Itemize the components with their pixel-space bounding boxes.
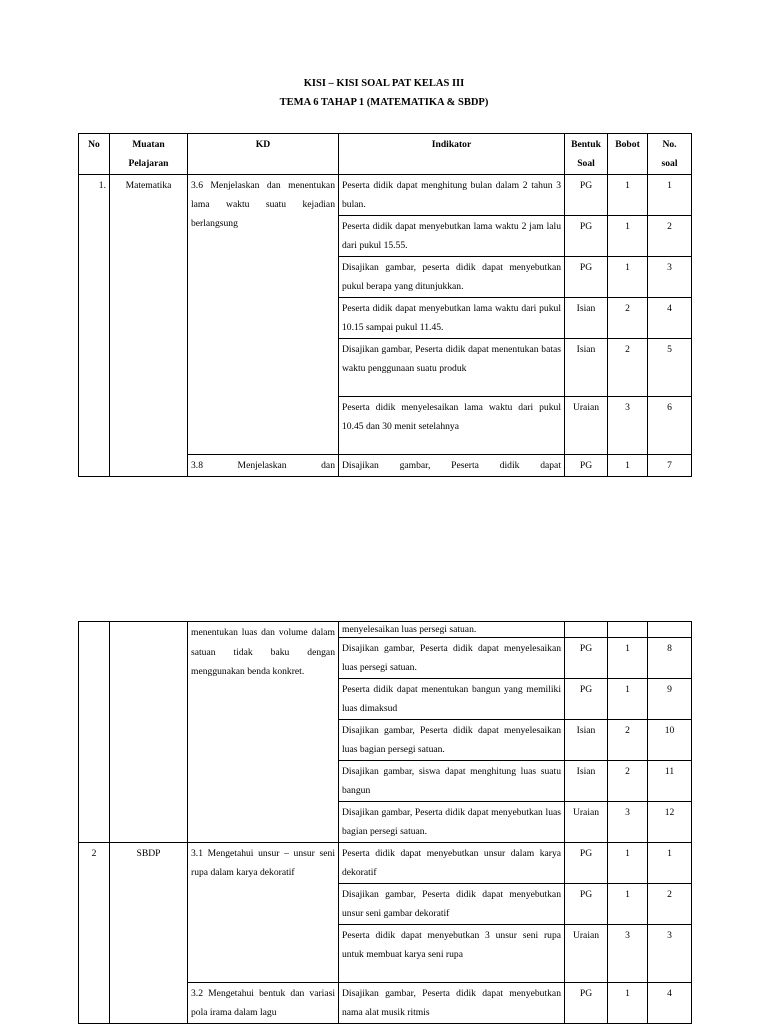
bentuk-cell: Isian xyxy=(565,298,608,339)
muatan-pelajaran xyxy=(110,622,188,843)
row-number xyxy=(79,622,110,843)
bentuk-cell: PG xyxy=(565,983,608,1024)
nosoal-cell xyxy=(648,622,692,638)
bobot-cell: 3 xyxy=(608,802,648,843)
kd-cell: 3.2 Mengetahui bentuk dan variasi pola irama dalam lagu xyxy=(188,983,339,1024)
bobot-cell: 2 xyxy=(608,339,648,397)
bentuk-cell: PG xyxy=(565,679,608,720)
indikator-cell: Peserta didik dapat menyebutkan lama waktu dari pukul 10.15 sampai pukul 11.45. xyxy=(339,298,565,339)
muatan-pelajaran: SBDP xyxy=(110,843,188,1024)
indikator-cell: Peserta didik dapat menyebutkan 3 unsur seni rupa untuk membuat karya seni rupa xyxy=(339,925,565,983)
nosoal-cell: 1 xyxy=(648,843,692,884)
bobot-cell: 2 xyxy=(608,761,648,802)
muatan-pelajaran: Matematika xyxy=(110,175,188,477)
nosoal-cell: 2 xyxy=(648,884,692,925)
indikator-cell: Disajikan gambar, Peserta didik dapat menyelesaikan luas persegi satuan. xyxy=(339,638,565,679)
bobot-cell: 3 xyxy=(608,397,648,455)
nosoal-cell: 5 xyxy=(648,339,692,397)
header-no: No xyxy=(79,134,110,175)
nosoal-cell: 9 xyxy=(648,679,692,720)
nosoal-cell: 4 xyxy=(648,983,692,1024)
row-number: 1. xyxy=(79,175,110,477)
bentuk-cell: PG xyxy=(565,216,608,257)
kisi-table-page-2 xyxy=(78,621,692,1024)
bentuk-cell: PG xyxy=(565,455,608,477)
bentuk-cell: PG xyxy=(565,843,608,884)
bobot-cell: 1 xyxy=(608,257,648,298)
kisi-table-page-1 xyxy=(78,133,692,477)
bobot-cell xyxy=(608,622,648,638)
bobot-cell: 1 xyxy=(608,638,648,679)
kd-cell: 3.1 Mengetahui unsur – unsur seni rupa dalam karya dekoratif xyxy=(188,843,339,983)
nosoal-cell: 10 xyxy=(648,720,692,761)
bobot-cell: 1 xyxy=(608,679,648,720)
bentuk-cell: Isian xyxy=(565,339,608,397)
bentuk-cell: PG xyxy=(565,884,608,925)
bobot-cell: 1 xyxy=(608,983,648,1024)
nosoal-cell: 12 xyxy=(648,802,692,843)
header-bentuk-soal: Bentuk Soal xyxy=(565,134,608,175)
bobot-cell: 1 xyxy=(608,216,648,257)
indikator-cell: menyelesaikan luas persegi satuan. xyxy=(339,622,565,638)
table-row xyxy=(79,622,692,638)
nosoal-cell: 2 xyxy=(648,216,692,257)
header-kd: KD xyxy=(188,134,339,175)
bentuk-cell: Isian xyxy=(565,761,608,802)
bobot-cell: 2 xyxy=(608,298,648,339)
nosoal-cell: 7 xyxy=(648,455,692,477)
indikator-cell: Peserta didik dapat menyebutkan lama waktu 2 jam lalu dari pukul 15.55. xyxy=(339,216,565,257)
bobot-cell: 1 xyxy=(608,884,648,925)
indikator-cell: Disajikan gambar, Peserta didik dapat xyxy=(339,455,565,477)
nosoal-cell: 3 xyxy=(648,925,692,983)
bentuk-cell xyxy=(565,622,608,638)
row-number: 2 xyxy=(79,843,110,1024)
bentuk-cell: Uraian xyxy=(565,802,608,843)
indikator-cell: Peserta didik dapat menentukan bangun yang memiliki luas dimaksud xyxy=(339,679,565,720)
header-bobot: Bobot xyxy=(608,134,648,175)
indikator-cell: Disajikan gambar, Peserta didik dapat menyebutkan nama alat musik ritmis xyxy=(339,983,565,1024)
nosoal-cell: 6 xyxy=(648,397,692,455)
indikator-cell: Disajikan gambar, Peserta didik dapat menyebutkan unsur seni gambar dekoratif xyxy=(339,884,565,925)
document-title: KISI – KISI SOAL PAT KELAS III xyxy=(303,78,465,89)
kd-cell: 3.6 Menjelaskan dan menentukan lama waktu suatu kejadian berlangsung xyxy=(188,175,339,455)
indikator-cell: Disajikan gambar, peserta didik dapat menyebutkan pukul berapa yang ditunjukkan. xyxy=(339,257,565,298)
indikator-cell: Disajikan gambar, Peserta didik dapat menyelesaikan luas bagian persegi satuan. xyxy=(339,720,565,761)
bobot-cell: 1 xyxy=(608,843,648,884)
header-indikator: Indikator xyxy=(339,134,565,175)
nosoal-cell: 3 xyxy=(648,257,692,298)
nosoal-cell: 4 xyxy=(648,298,692,339)
indikator-cell: Disajikan gambar, siswa dapat menghitung luas suatu bangun xyxy=(339,761,565,802)
bentuk-cell: PG xyxy=(565,175,608,216)
bentuk-cell: Isian xyxy=(565,720,608,761)
indikator-cell: Peserta didik menyelesaikan lama waktu dari pukul 10.45 dan 30 menit setelahnya xyxy=(339,397,565,455)
bobot-cell: 2 xyxy=(608,720,648,761)
bentuk-cell: PG xyxy=(565,638,608,679)
indikator-cell: Disajikan gambar, Peserta didik dapat menyebutkan luas bagian persegi satuan. xyxy=(339,802,565,843)
nosoal-cell: 8 xyxy=(648,638,692,679)
bentuk-cell: PG xyxy=(565,257,608,298)
bentuk-cell: Uraian xyxy=(565,925,608,983)
bobot-cell: 1 xyxy=(608,175,648,216)
bobot-cell: 1 xyxy=(608,455,648,477)
header-no-soal: No. soal xyxy=(648,134,692,175)
bobot-cell: 3 xyxy=(608,925,648,983)
table-row xyxy=(79,175,692,216)
document-subtitle: TEMA 6 TAHAP 1 (MATEMATIKA & SBDP) xyxy=(279,97,489,108)
nosoal-cell: 1 xyxy=(648,175,692,216)
table-header-row xyxy=(79,134,692,175)
indikator-cell: Peserta didik dapat menghitung bulan dalam 2 tahun 3 bulan. xyxy=(339,175,565,216)
bentuk-cell: Uraian xyxy=(565,397,608,455)
indikator-cell: Peserta didik dapat menyebutkan unsur dalam karya dekoratif xyxy=(339,843,565,884)
kd-cell: 3.8 Menjelaskan dan xyxy=(188,455,339,477)
indikator-cell: Disajikan gambar, Peserta didik dapat menentukan batas waktu penggunaan suatu produk xyxy=(339,339,565,397)
kd-cell: menentukan luas dan volume dalam satuan tidak baku dengan menggunakan benda konkret. xyxy=(188,622,339,843)
nosoal-cell: 11 xyxy=(648,761,692,802)
table-row xyxy=(79,843,692,884)
header-muatan: Muatan Pelajaran xyxy=(110,134,188,175)
